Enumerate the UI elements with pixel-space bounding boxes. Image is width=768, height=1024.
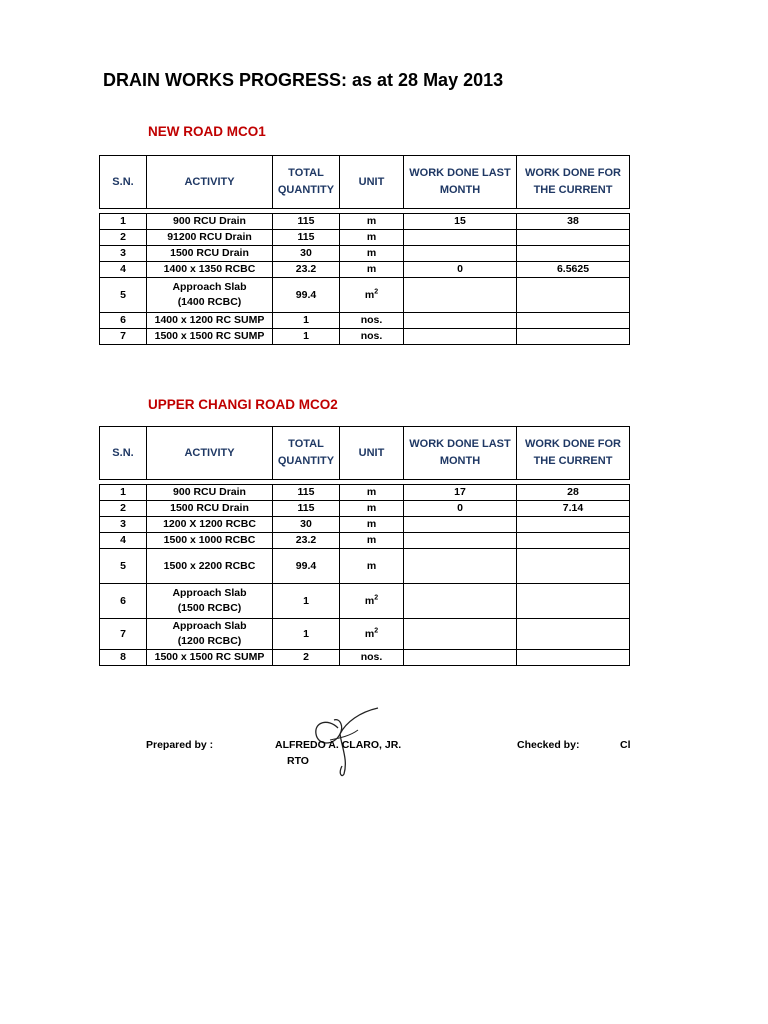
prepared-by-name: ALFREDO A. CLARO, JR.	[275, 739, 402, 751]
header-activity: ACTIVITY	[147, 156, 273, 209]
table-header-row	[100, 156, 630, 209]
table-header-row	[100, 427, 630, 480]
progress-table-upper-changi-road	[99, 426, 630, 666]
header-unit: UNIT	[340, 427, 404, 480]
table-row: 3 1500 RCU Drain 30 m	[100, 246, 630, 262]
table-row: 1 900 RCU Drain 115 m 17 28	[100, 485, 630, 501]
header-sn: S.N.	[100, 156, 147, 209]
prepared-by-role: RTO	[287, 755, 309, 767]
header-total-quantity: TOTAL QUANTITY	[273, 156, 340, 209]
table-row: 2 91200 RCU Drain 115 m	[100, 230, 630, 246]
header-work-done-last-month: WORK DONE LAST MONTH	[404, 427, 517, 480]
header-sn: S.N.	[100, 427, 147, 480]
prepared-by-label: Prepared by :	[146, 739, 214, 751]
section-title-upper-changi-road: UPPER CHANGI ROAD MCO2	[148, 397, 338, 412]
header-total-quantity: TOTAL QUANTITY	[273, 427, 340, 480]
table-row: 3 1200 X 1200 RCBC 30 m	[100, 517, 630, 533]
page-title: DRAIN WORKS PROGRESS: as at 28 May 2013	[103, 70, 504, 90]
header-unit: UNIT	[340, 156, 404, 209]
table-row: 6 1400 x 1200 RC SUMP 1 nos.	[100, 313, 630, 329]
table-row: 7 1500 x 1500 RC SUMP 1 nos.	[100, 329, 630, 345]
header-work-done-last-month: WORK DONE LAST MONTH	[404, 156, 517, 209]
header-activity: ACTIVITY	[147, 427, 273, 480]
checked-by-name: Cl	[620, 739, 631, 751]
table-row: 1 900 RCU Drain 115 m 15 38	[100, 214, 630, 230]
progress-table-new-road	[99, 155, 630, 345]
table-row: 6 Approach Slab (1500 RCBC) 1 $m^2$	[100, 584, 630, 619]
section-title-new-road: NEW ROAD MCO1	[148, 124, 266, 139]
table-row: 5 1500 x 2200 RCBC 99.4 m	[100, 549, 630, 584]
table-row: 2 1500 RCU Drain 115 m 0 7.14	[100, 501, 630, 517]
header-work-done-current: WORK DONE FOR THE CURRENT	[517, 427, 630, 480]
table-row: 8 1500 x 1500 RC SUMP 2 nos.	[100, 650, 630, 666]
checked-by-label: Checked by:	[517, 739, 580, 751]
table-row: 4 1400 x 1350 RCBC 23.2 m 0 6.5625	[100, 262, 630, 278]
table-row: 4 1500 x 1000 RCBC 23.2 m	[100, 533, 630, 549]
table-row: 5 Approach Slab (1400 RCBC) 99.4 $m^2$	[100, 278, 630, 313]
header-work-done-current: WORK DONE FOR THE CURRENT	[517, 156, 630, 209]
table-row: 7 Approach Slab (1200 RCBC) 1 $m^2$	[100, 619, 630, 650]
